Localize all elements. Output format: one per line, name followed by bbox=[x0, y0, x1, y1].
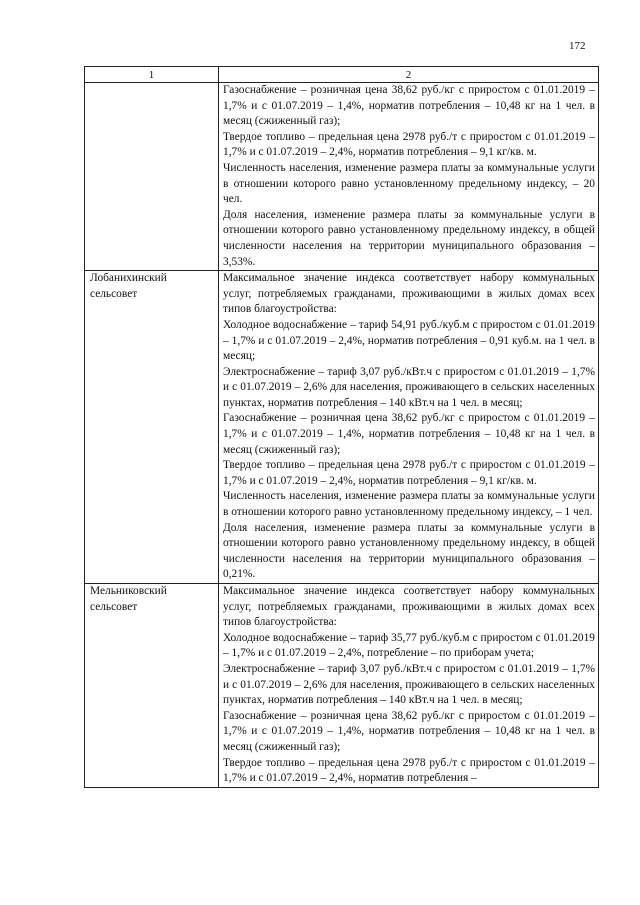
description-paragraph: Твердое топливо – предельная цена 2978 руб./т с приростом с 01.01.2019 – 1,7% и с 01.07.2019 – 2,4%, норматив потребления – bbox=[223, 756, 595, 785]
page-number: 172 bbox=[569, 40, 586, 52]
description-paragraph: Газоснабжение – розничная цена 38,62 руб./кг с приростом с 01.01.2019 – 1,7% и с 01.07.2019 – 1,4%, норматив потребления – 10,48 кг на 1 чел. в месяц (сжиженный газ); bbox=[223, 412, 595, 456]
table-body bbox=[85, 83, 599, 788]
description-paragraph: Доля населения, изменение размера платы за коммунальные услуги в отношении которого равно установленному предельному индексу, в общей численности населения на территории муниципального образования – 0,21%. bbox=[223, 521, 595, 581]
column-header-1: 1 bbox=[85, 67, 219, 83]
table-row bbox=[85, 83, 599, 271]
tariff-table bbox=[84, 66, 599, 788]
table-row bbox=[85, 271, 599, 584]
description-paragraph: Холодное водоснабжение – тариф 54,91 руб./куб.м с приростом с 01.01.2019 – 1,7% и с 01.07.2019 – 2,4%, норматив потребления – 0,91 куб.м. на 1 чел. в месяц; bbox=[223, 318, 595, 363]
table-header-row bbox=[85, 67, 599, 83]
description-cell bbox=[219, 271, 599, 584]
description-paragraph: Доля населения, изменение размера платы за коммунальные услуги в отношении которого равно установленному предельному индексу, в общей численности населения на территории муниципального образования – 3,53%. bbox=[223, 208, 595, 268]
description-cell bbox=[219, 584, 599, 788]
description-paragraph: Твердое топливо – предельная цена 2978 руб./т с приростом с 01.01.2019 – 1,7% и с 01.07.2019 – 2,4%, норматив потребления – 9,1 кг/кв. м. bbox=[223, 130, 595, 159]
municipality-name-line: сельсовет bbox=[90, 600, 138, 613]
municipality-name-line: Лобанихинский bbox=[90, 272, 167, 285]
description-cell bbox=[219, 83, 599, 271]
municipality-name-line: сельсовет bbox=[90, 287, 138, 300]
description-paragraph: Численность населения, изменение размера платы за коммунальные услуги в отношении которого равно установленному предельному индексу, – 20 чел. bbox=[223, 161, 595, 206]
description-paragraph: Численность населения, изменение размера платы за коммунальные услуги в отношении которого равно установленному предельному индексу, – 1 чел. bbox=[223, 490, 595, 519]
municipality-name-line: Мельниковский bbox=[90, 585, 167, 597]
description-paragraph: Холодное водоснабжение – тариф 35,77 руб./куб.м с приростом с 01.01.2019 – 1,7% и с 01.07.2019 – 2,4%, потребление – по приборам учета; bbox=[223, 631, 595, 660]
description-paragraph: Электроснабжение – тариф 3,07 руб./кВт.ч с приростом с 01.01.2019 – 1,7% и с 01.07.2019 – 2,6% для населения, проживающего в сельских населенных пунктах, норматив потребления – 140 кВт.ч на 1 чел. в месяц; bbox=[223, 662, 595, 707]
table-row bbox=[85, 584, 599, 788]
municipality-cell bbox=[85, 83, 219, 271]
municipality-cell bbox=[85, 271, 219, 584]
column-header-2: 2 bbox=[219, 67, 599, 83]
description-paragraph: Максимальное значение индекса соответствует набору коммунальных услуг, потребляемых гражданами, проживающими в жилых домах всех типов благоустройства: bbox=[223, 272, 595, 316]
municipality-cell bbox=[85, 584, 219, 788]
description-paragraph: Газоснабжение – розничная цена 38,62 руб./кг с приростом с 01.01.2019 – 1,7% и с 01.07.2019 – 1,4%, норматив потребления – 10,48 кг на 1 чел. в месяц (сжиженный газ); bbox=[223, 709, 595, 753]
description-paragraph: Электроснабжение – тариф 3,07 руб./кВт.ч с приростом с 01.01.2019 – 1,7% и с 01.07.2019 – 2,6% для населения, проживающего в сельских населенных пунктах, норматив потребления – 140 кВт.ч на 1 чел. в месяц; bbox=[223, 365, 595, 409]
description-paragraph: Твердое топливо – предельная цена 2978 руб./т с приростом с 01.01.2019 – 1,7% и с 01.07.2019 – 2,4%, норматив потребления – 9,1 кг/кв. м. bbox=[223, 459, 595, 487]
description-paragraph: Максимальное значение индекса соответствует набору коммунальных услуг, потребляемых гражданами, проживающими в жилых домах всех типов благоустройства: bbox=[223, 585, 595, 629]
description-paragraph: Газоснабжение – розничная цена 38,62 руб./кг с приростом с 01.01.2019 – 1,7% и с 01.07.2019 – 1,4%, норматив потребления – 10,48 кг на 1 чел. в месяц (сжиженный газ); bbox=[223, 84, 595, 128]
